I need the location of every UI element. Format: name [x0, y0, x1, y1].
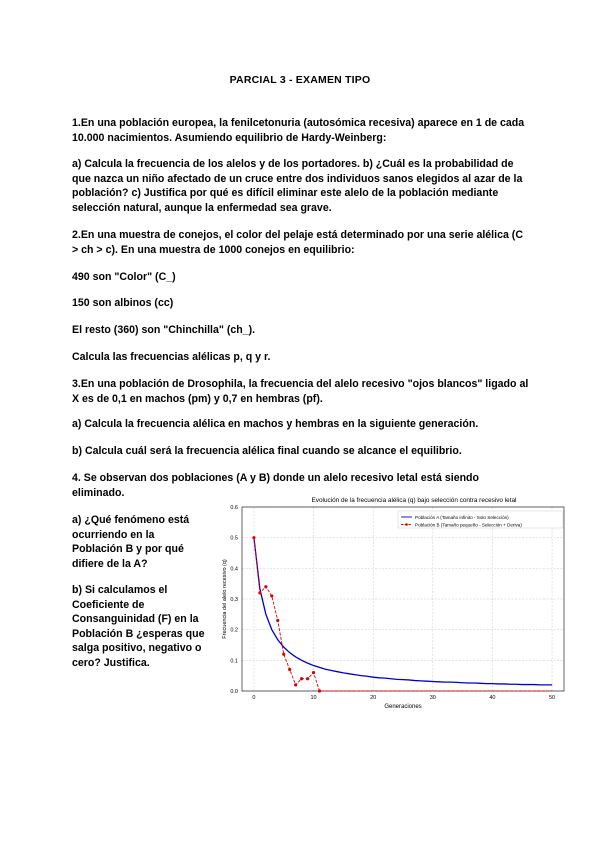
series-2-point — [258, 591, 261, 594]
legend-marker-2 — [405, 523, 408, 526]
question-3-intro: 3.En una población de Drosophila, la frecuencia del alelo recesivo "ojos blancos" ligado al X es de 0,1 en machos (pm) y 0,7 en hembras (pf). — [72, 378, 529, 405]
legend-entry-1: Población A (Tamaño infinito - Solo Selección) — [415, 514, 509, 520]
question-4-a: a) ¿Qué fenómeno está ocurriendo en la Población B y por qué difiere de la A? — [72, 514, 190, 570]
series-2-point — [270, 594, 273, 597]
x-tick-label: 40 — [489, 695, 496, 701]
question-2-line-3: El resto (360) son "Chinchilla" (ch_). — [72, 324, 256, 336]
x-tick-label: 0 — [252, 695, 256, 701]
chart-x-axis-label: Generaciones — [384, 704, 422, 710]
series-2-point — [294, 683, 297, 686]
x-tick-label: 10 — [310, 695, 317, 701]
legend-entry-2: Población B (Tamaño pequeño - Selección + Deriva) — [415, 522, 522, 528]
question-2-line-2: 150 son albinos (cc) — [72, 297, 174, 309]
series-2-point — [282, 653, 285, 656]
x-tick-label: 50 — [549, 695, 556, 701]
series-2-point — [288, 668, 291, 671]
series-2-point — [318, 689, 321, 692]
question-2-task: Calcula las frecuencias alélicas p, q y r. — [72, 351, 271, 363]
series-line-2 — [254, 538, 552, 691]
x-tick-label: 30 — [429, 695, 436, 701]
chart-svg — [218, 490, 570, 712]
y-tick-label: 0.2 — [230, 627, 238, 634]
question-1-intro: 1.En una población europea, la fenilcetonuria (autosómica recesiva) aparece en 1 de cada 10.000 nacimientos. Asumiendo equilibrio de Hardy-Weinberg: — [72, 117, 525, 144]
y-tick-label: 0.5 — [230, 535, 238, 542]
chart-y-axis-label: Frecuencia del alelo recesivo (q) — [222, 559, 228, 639]
series-2-point — [264, 585, 267, 588]
y-tick-label: 0.0 — [230, 689, 238, 695]
y-tick-label: 0.6 — [230, 505, 238, 511]
y-tick-label: 0.3 — [230, 597, 238, 603]
series-2-point — [300, 677, 303, 680]
series-line-1 — [254, 538, 552, 685]
chart-title: Evolución de la frecuencia alélica (q) bajo selección contra recesivo letal — [311, 497, 517, 504]
page-title: PARCIAL 3 - EXAMEN TIPO — [229, 74, 371, 86]
x-tick-label: 20 — [370, 695, 377, 701]
question-4-b: b) Si calculamos el Coeficiente de Consanguinidad (F) en la Población B ¿esperas que salga positivo, negativo o cero? Justifica. — [72, 584, 205, 669]
series-2-point — [276, 619, 279, 622]
series-2-point — [252, 536, 255, 539]
question-3-a: a) Calcula la frecuencia alélica en machos y hembras en la siguiente generación. — [72, 418, 479, 430]
question-4-intro: 4. Se observan dos poblaciones (A y B) donde un alelo recesivo letal está siendo eliminado. — [72, 472, 479, 499]
chart-ticks — [230, 505, 555, 701]
series-2-point — [312, 671, 315, 674]
question-1-parts: a) Calcula la frecuencia de los alelos y de los portadores. b) ¿Cuál es la probabilidad de que nazca un niño afectado de un cruce entre dos individuos sanos elegidos al azar de la población? c) Justifica por qué es difícil eliminar este alelo de la población mediante selección natural, aunque la enfermedad sea grave. — [72, 158, 523, 214]
chart-grid — [242, 507, 564, 691]
question-2-intro: 2.En una muestra de conejos, el color del pelaje está determinado por una serie alélica (C > ch > c). En una muestra de 1000 conejos en equilibrio: — [72, 229, 523, 256]
series-2-point — [306, 677, 309, 680]
question-3-b: b) Calcula cuál será la frecuencia alélica final cuando se alcance el equilibrio. — [72, 445, 462, 457]
chart-series — [252, 536, 552, 693]
y-tick-label: 0.1 — [230, 658, 238, 665]
question-2-line-1: 490 son "Color" (C_) — [72, 271, 176, 283]
y-tick-label: 0.4 — [230, 566, 238, 573]
chart-legend — [398, 511, 563, 528]
allele-frequency-chart — [218, 490, 570, 712]
